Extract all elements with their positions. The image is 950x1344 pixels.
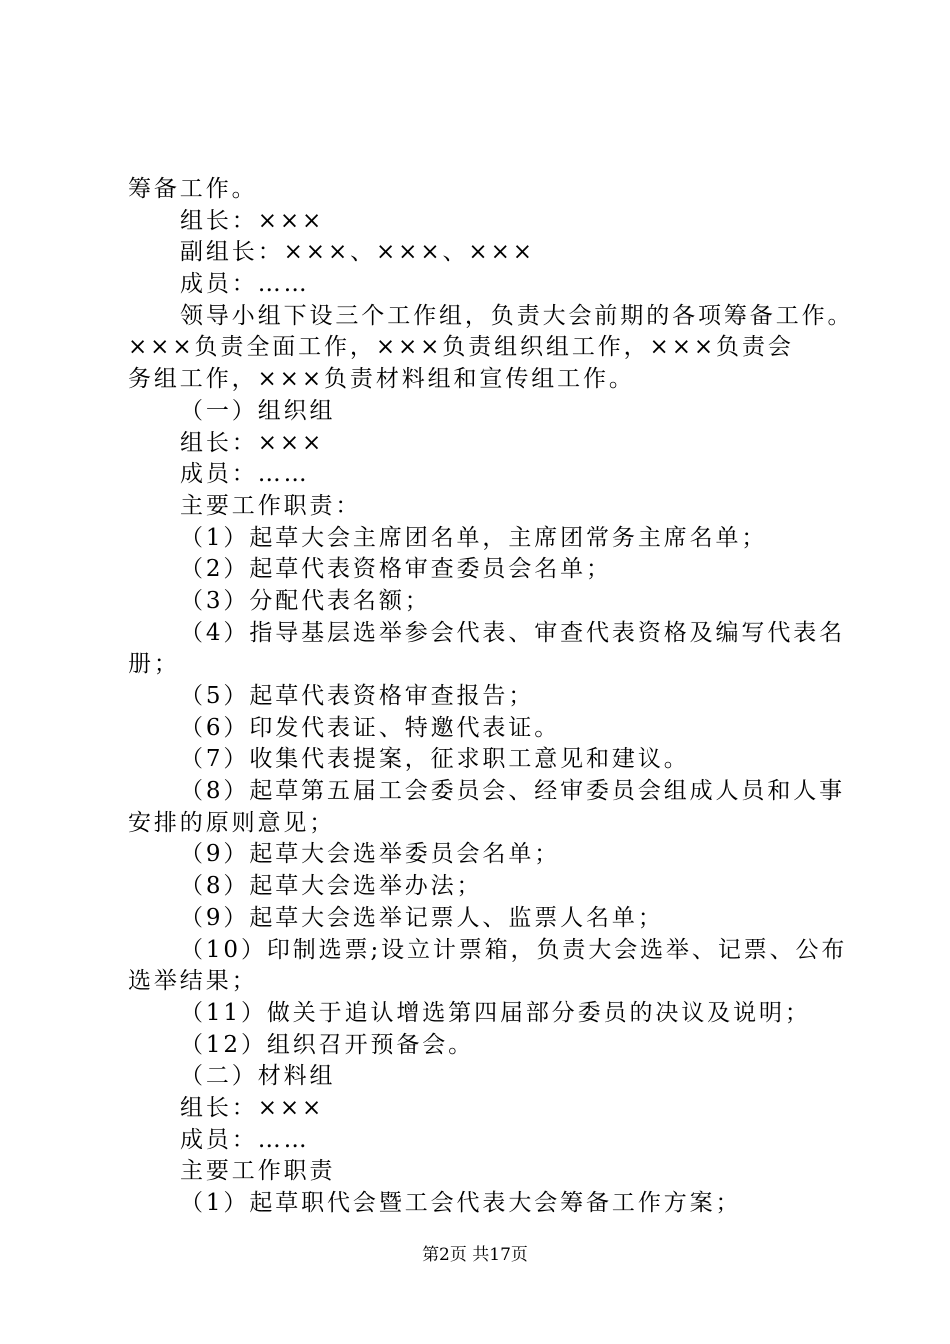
- text-line: 成员：……: [180, 271, 310, 298]
- text-line: 组长：×××: [180, 207, 325, 234]
- text-line: 成员：……: [180, 461, 310, 488]
- text-line: 册；: [128, 651, 180, 678]
- text-line: 组长：×××: [180, 429, 325, 456]
- text-line: 副组长：×××、×××、×××: [180, 239, 535, 266]
- text-line: 主要工作职责：: [180, 492, 362, 519]
- text-line: 主要工作职责: [180, 1158, 336, 1185]
- document-body: [128, 174, 854, 1220]
- text-line: （10）印制选票;设立计票箱，负责大会选举、记票、公布: [180, 936, 848, 963]
- text-line: 筹备工作。: [128, 176, 258, 202]
- text-line: （1）起草职代会暨工会代表大会筹备工作方案；: [180, 1190, 742, 1216]
- text-line: （8）起草大会选举办法；: [180, 873, 483, 900]
- text-line: （9）起草大会选举委员会名单；: [180, 841, 561, 868]
- text-line: （3）分配代表名额；: [180, 587, 431, 614]
- text-line: （11）做关于追认增选第四届部分委员的决议及说明；: [180, 999, 811, 1026]
- text-line: （12）组织召开预备会。: [180, 1031, 475, 1058]
- text-line: （7）收集代表提案，征求职工意见和建议。: [180, 746, 690, 773]
- text-line: （二）材料组: [180, 1063, 336, 1090]
- text-line: （6）印发代表证、特邀代表证。: [180, 714, 561, 741]
- text-line: 领导小组下设三个工作组，负责大会前期的各项筹备工作。: [180, 302, 854, 329]
- text-line: （9）起草大会选举记票人、监票人名单；: [180, 904, 664, 931]
- text-line: 成员：……: [180, 1126, 310, 1153]
- text-line: 务组工作，×××负责材料组和宣传组工作。: [128, 366, 635, 393]
- text-line: （4）指导基层选举参会代表、审查代表资格及编写代表名: [180, 619, 846, 646]
- text-line: 选举结果；: [128, 968, 258, 995]
- text-line: （1）起草大会主席团名单，主席团常务主席名单；: [180, 524, 768, 551]
- text-line: （2）起草代表资格审查委员会名单；: [180, 556, 612, 583]
- page-footer: 第2页 共17页: [422, 1245, 528, 1265]
- text-line: 组长：×××: [180, 1094, 325, 1121]
- text-line: ×××负责全面工作，×××负责组织组工作，×××负责会: [128, 334, 794, 361]
- text-line: （8）起草第五届工会委员会、经审委员会组成人员和人事: [180, 778, 846, 805]
- text-line: （一）组织组: [180, 397, 336, 424]
- text-line: 安排的原则意见；: [128, 809, 336, 836]
- text-line: （5）起草代表资格审查报告；: [180, 683, 535, 709]
